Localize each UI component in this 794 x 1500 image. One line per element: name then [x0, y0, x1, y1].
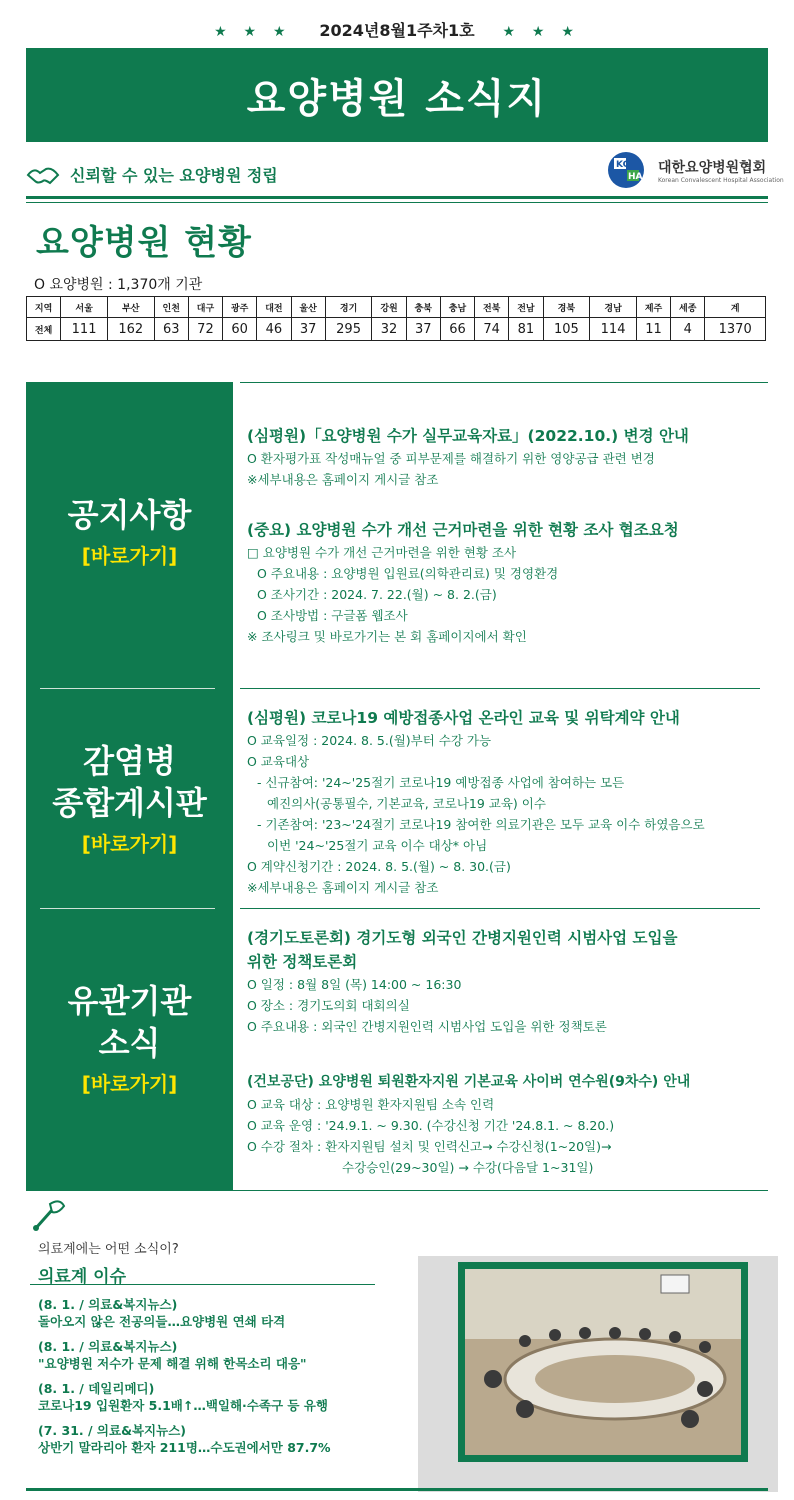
- issue-source: (8. 1. / 의료&복지뉴스): [38, 1297, 178, 1312]
- kcha-logo-icon: [604, 150, 650, 190]
- issue-source: (7. 31. / 의료&복지뉴스): [38, 1423, 186, 1438]
- related-heading[interactable]: (경기도토론회) 경기도형 외국인 간병지원인력 시범사업 도입을: [247, 929, 678, 947]
- region-cell: 전남: [509, 297, 543, 318]
- star-decoration: ★ ★ ★: [214, 24, 292, 40]
- issue-title: 의료계 이슈: [38, 1267, 127, 1287]
- value-cell: 63: [154, 318, 188, 341]
- infection-line: 이번 '24~'25절기 교육 이수 대상* 아님: [267, 838, 488, 853]
- issue-source: (8. 1. / 의료&복지뉴스): [38, 1339, 178, 1354]
- notice-shortcut-link[interactable]: [바로가기]: [81, 544, 178, 568]
- region-cell: 서울: [61, 297, 108, 318]
- infection-line: O 교육일정 : 2024. 8. 5.(월)부터 수강 가능: [247, 733, 492, 748]
- value-cell: 32: [372, 318, 406, 341]
- divider: [26, 202, 768, 203]
- notice-heading[interactable]: (중요) 요양병원 수가 개선 근거마련을 위한 현황 조사 협조요청: [247, 521, 679, 539]
- infection-line: - 신규참여: '24~'25절기 코로나19 예방접종 사업에 참여하는 모든: [257, 775, 625, 790]
- value-cell: 105: [543, 318, 590, 341]
- issue-source: (8. 1. / 데일리메디): [38, 1381, 155, 1396]
- notice-line: ※ 조사링크 및 바로가기는 본 회 홈페이지에서 확인: [247, 629, 527, 644]
- value-cell: 111: [61, 318, 108, 341]
- region-cell: 부산: [107, 297, 154, 318]
- brush-icon: [30, 1198, 70, 1232]
- value-cell: 74: [475, 318, 509, 341]
- issue-number: 2024년8월1주차1호: [319, 21, 475, 40]
- region-cell: 경남: [590, 297, 637, 318]
- infection-item: [247, 706, 777, 898]
- related-heading[interactable]: (건보공단) 요양병원 퇴원환자지원 기본교육 사이버 연수원(9차수) 안내: [247, 1074, 691, 1090]
- region-cell: 계: [705, 297, 766, 318]
- related-line: O 교육 운영 : '24.9.1. ~ 9.30. (수강신청 기간 '24.8.1. ~ 8.20.): [247, 1118, 615, 1133]
- infection-line: O 교육대상: [247, 754, 310, 769]
- svg-text:KC: KC: [616, 160, 630, 170]
- sidebar-divider: [40, 688, 215, 689]
- region-table: [26, 296, 766, 341]
- region-cell: 경기: [325, 297, 372, 318]
- region-cell: 강원: [372, 297, 406, 318]
- issue-item[interactable]: [38, 1296, 398, 1330]
- slogan: [26, 163, 278, 186]
- region-cell: 광주: [223, 297, 257, 318]
- region-cell: 충북: [406, 297, 440, 318]
- divider: [240, 688, 760, 689]
- issue-headline: 코로나19 입원환자 5.1배↑…백일해·수족구 등 유행: [38, 1398, 328, 1413]
- divider: [240, 908, 760, 909]
- issue-list: [38, 1296, 398, 1464]
- value-cell: 1370: [705, 318, 766, 341]
- related-item-1: [247, 926, 777, 1037]
- divider: [26, 1190, 768, 1191]
- related-line: 수강승인(29~30일) → 수강(다음달 1~31일): [342, 1160, 594, 1175]
- infection-line: 예진의사(공통필수, 기본교육, 코로나19 교육) 이수: [267, 796, 546, 811]
- infection-heading[interactable]: (심평원) 코로나19 예방접종사업 온라인 교육 및 위탁계약 안내: [247, 709, 680, 727]
- divider: [26, 1488, 768, 1491]
- notice-line: ※세부내용은 홈페이지 게시글 참조: [247, 472, 439, 487]
- issue-item[interactable]: [38, 1422, 398, 1456]
- value-cell: 295: [325, 318, 372, 341]
- value-cell: 66: [440, 318, 474, 341]
- region-table-header-row: [27, 297, 766, 318]
- divider: [240, 382, 768, 383]
- region-cell: 경북: [543, 297, 590, 318]
- notice-heading[interactable]: (심평원)「요양병원 수가 실무교육자료」(2022.10.) 변경 안내: [247, 427, 689, 445]
- svg-text:HA: HA: [628, 172, 643, 182]
- related-item-2: [247, 1070, 777, 1178]
- notice-item-2: [247, 518, 777, 647]
- issue-item[interactable]: [38, 1380, 398, 1414]
- divider: [26, 196, 768, 199]
- notice-line: □ 요양병원 수가 개선 근거마련을 위한 현황 조사: [247, 545, 517, 560]
- value-cell: 4: [671, 318, 705, 341]
- related-section-label: [26, 980, 233, 1097]
- infection-line: O 계약신청기간 : 2024. 8. 5.(월) ~ 8. 30.(금): [247, 859, 511, 874]
- related-line: O 수강 절차 : 환자지원팀 설치 및 인력신고→ 수강신청(1~20일)→: [247, 1139, 612, 1154]
- notice-item-1: [247, 424, 777, 490]
- region-cell: 인천: [154, 297, 188, 318]
- region-cell: 울산: [291, 297, 325, 318]
- status-title: 요양병원 현황: [36, 223, 252, 263]
- value-cell: 37: [291, 318, 325, 341]
- region-cell: 전북: [475, 297, 509, 318]
- issue-headline: 상반기 말라리아 환자 211명…수도권에서만 87.7%: [38, 1440, 331, 1455]
- issue-headline: 돌아오지 않은 전공의들…요양병원 연쇄 타격: [38, 1314, 286, 1329]
- infection-shortcut-link[interactable]: [바로가기]: [81, 832, 178, 856]
- value-cell: 114: [590, 318, 637, 341]
- region-table-value-row: [27, 318, 766, 341]
- related-shortcut-link[interactable]: [바로가기]: [81, 1072, 178, 1096]
- meeting-photo-illustration: [465, 1269, 741, 1455]
- meeting-photo: [458, 1262, 748, 1462]
- related-section-title-2: 소식: [98, 1024, 161, 1062]
- association-logo[interactable]: [604, 150, 784, 190]
- notice-line: O 환자평가표 작성매뉴얼 중 피부문제를 해결하기 위한 영양공급 관련 변경: [247, 451, 655, 466]
- issue-question: 의료계에는 어떤 소식이?: [38, 1242, 179, 1257]
- infection-section-title-2: 종합게시판: [52, 784, 207, 822]
- newsletter-title: 요양병원 소식지: [26, 48, 768, 142]
- infection-section-label: [26, 740, 233, 857]
- sidebar-divider: [40, 908, 215, 909]
- related-section-title-1: 유관기관: [67, 982, 192, 1020]
- issue-headline: "요양병원 저수가 문제 해결 위해 한목소리 대응": [38, 1356, 307, 1371]
- notice-section-label: [26, 494, 233, 569]
- value-cell: 72: [188, 318, 222, 341]
- related-line: O 주요내용 : 외국인 간병지원인력 시범사업 도입을 위한 정책토론: [247, 1019, 607, 1034]
- value-cell: 60: [223, 318, 257, 341]
- related-heading[interactable]: 위한 정책토론회: [247, 953, 358, 971]
- value-cell: 162: [107, 318, 154, 341]
- notice-line: O 조사기간 : 2024. 7. 22.(월) ~ 8. 2.(금): [257, 587, 497, 602]
- value-cell: 전체: [27, 318, 61, 341]
- related-line: O 장소 : 경기도의회 대회의실: [247, 998, 410, 1013]
- divider: [30, 1284, 375, 1285]
- infection-line: - 기존참여: '23~'24절기 코로나19 참여한 의료기관은 모두 교육 이수 하였음으로: [257, 817, 705, 832]
- related-line: O 교육 대상 : 요양병원 환자지원팀 소속 인력: [247, 1097, 495, 1112]
- region-cell: 지역: [27, 297, 61, 318]
- region-cell: 대전: [257, 297, 291, 318]
- value-cell: 81: [509, 318, 543, 341]
- region-cell: 세종: [671, 297, 705, 318]
- notice-section-title: 공지사항: [67, 496, 192, 534]
- issue-line: [0, 18, 794, 41]
- region-cell: 대구: [188, 297, 222, 318]
- value-cell: 46: [257, 318, 291, 341]
- slogan-text: 신뢰할 수 있는 요양병원 정립: [70, 166, 278, 185]
- notice-line: O 주요내용 : 요양병원 입원료(의학관리료) 및 경영환경: [257, 566, 559, 581]
- notice-line: O 조사방법 : 구글폼 웹조사: [257, 608, 408, 623]
- handshake-icon: [26, 165, 60, 185]
- infection-section-title-1: 감염병: [83, 742, 176, 780]
- related-line: O 일정 : 8월 8일 (목) 14:00 ~ 16:30: [247, 977, 462, 992]
- logo-name-english: Korean Convalescent Hospital Association: [658, 176, 784, 184]
- issue-item[interactable]: [38, 1338, 398, 1372]
- value-cell: 37: [406, 318, 440, 341]
- region-cell: 제주: [636, 297, 670, 318]
- value-cell: 11: [636, 318, 670, 341]
- infection-line: ※세부내용은 홈페이지 게시글 참조: [247, 880, 439, 895]
- hospital-count: O 요양병원 : 1,370개 기관: [34, 277, 203, 293]
- logo-name-korean: 대한요양병원협회: [658, 159, 767, 176]
- region-cell: 충남: [440, 297, 474, 318]
- star-decoration: ★ ★ ★: [502, 24, 580, 40]
